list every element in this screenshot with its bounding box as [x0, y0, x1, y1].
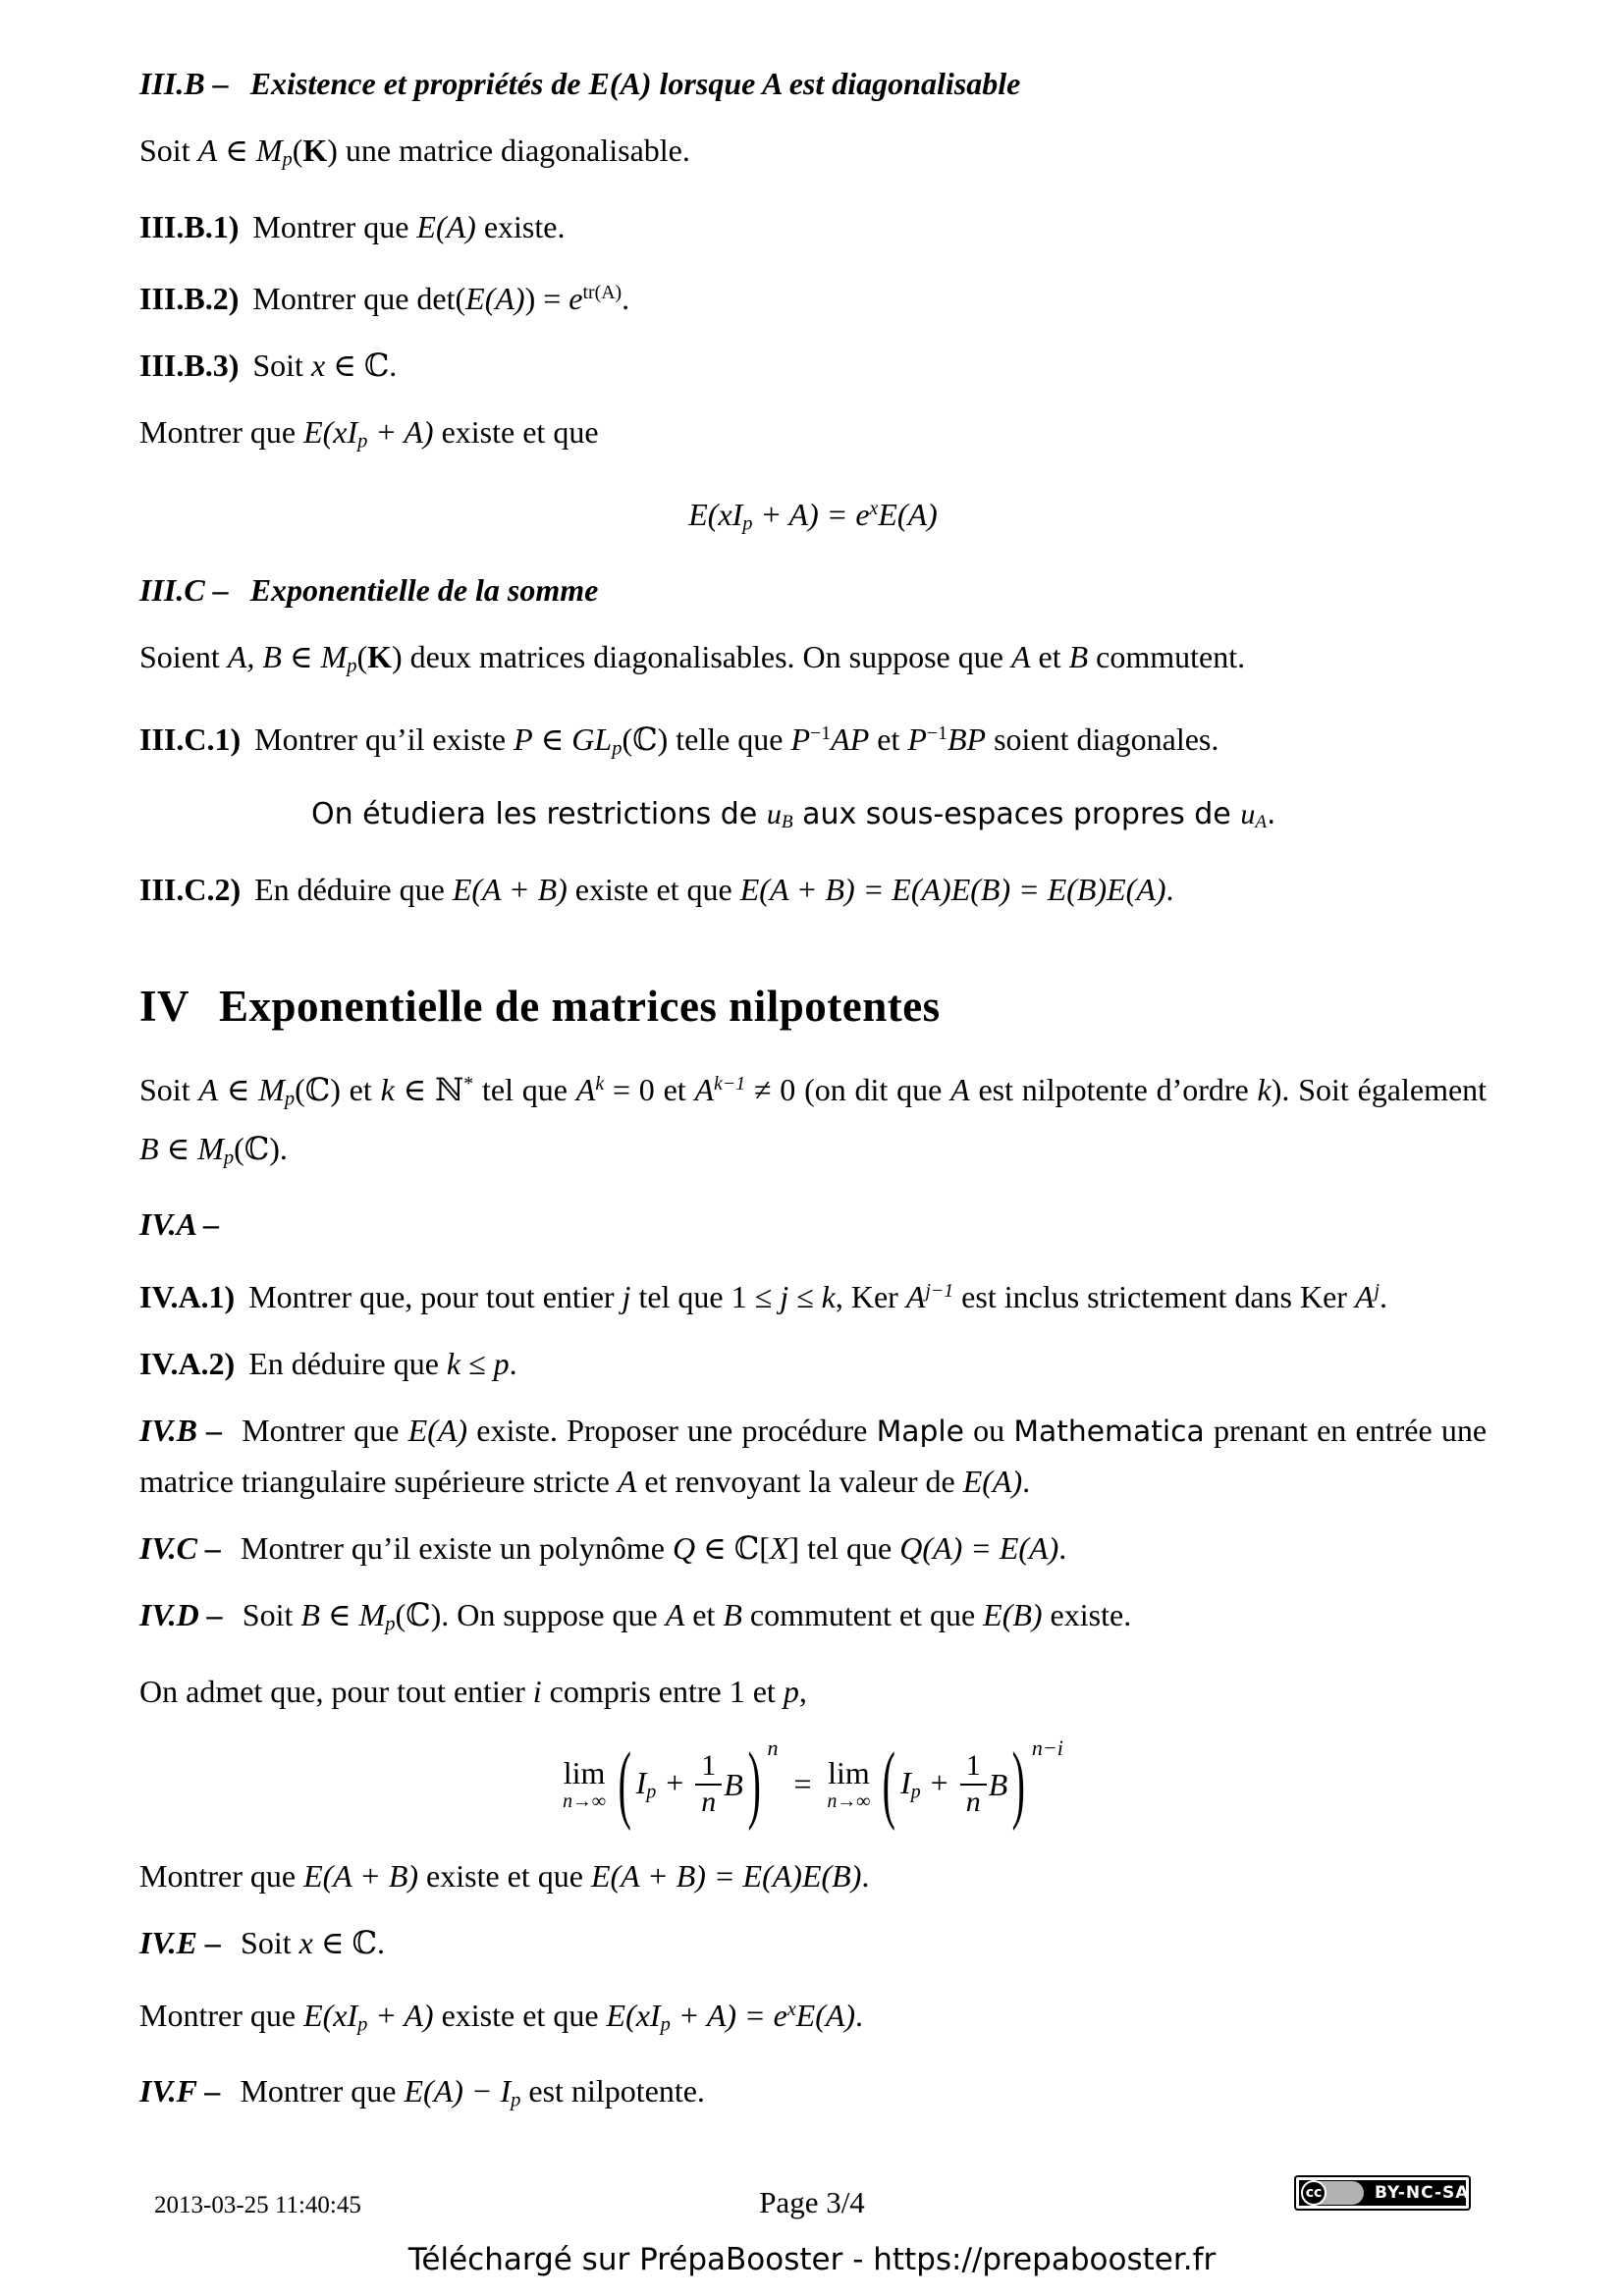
text-segment: P	[907, 721, 927, 757]
text-segment: x	[786, 1998, 796, 2020]
text-segment: u	[766, 798, 782, 831]
text-segment: E(A)	[465, 281, 525, 317]
text-segment: ≤	[788, 1279, 822, 1315]
text-segment: e	[773, 1997, 787, 2033]
text-segment: B	[139, 1130, 159, 1166]
text-segment: existe. Proposer une procédure	[467, 1413, 877, 1449]
close-paren-2-icon: )	[1011, 1735, 1026, 1834]
fraction	[695, 1749, 722, 1819]
text-segment: compris entre 1 et	[541, 1673, 784, 1709]
text-segment: k	[446, 1346, 461, 1382]
text-segment: commutent.	[1088, 639, 1246, 675]
text-segment: M	[258, 1072, 285, 1108]
paragraph-montrer-exip	[139, 407, 1487, 466]
text-segment: p	[357, 430, 368, 453]
text-segment: .	[1380, 1279, 1388, 1315]
question-iv-a-2-label: IV.A.2)	[139, 1346, 236, 1382]
text-segment: p	[347, 655, 357, 677]
text-segment: prenant en entrée une matrice triangulaire supérieure stricte	[139, 1413, 1488, 1500]
text-segment: Q	[672, 1530, 696, 1567]
question-iv-e-label: IV.E –	[139, 1924, 222, 1960]
text-segment: .	[855, 1997, 864, 2033]
heading-iii-c-label: III.C –	[139, 572, 229, 609]
text-segment: p	[612, 737, 623, 760]
matrix-b-symbol	[724, 1766, 743, 1802]
question-iii-b-2	[139, 269, 1487, 324]
text-segment: (ℂ).	[234, 1130, 288, 1166]
limit-operator	[563, 1754, 606, 1812]
text-segment: A	[1010, 639, 1031, 675]
text-segment: commutent et que	[741, 1597, 984, 1633]
text-segment: E(A + B) = E(A)E(B) = E(B)E(A)	[739, 872, 1166, 908]
matrix-expression-2	[900, 1764, 958, 1802]
question-iv-a-2	[139, 1339, 1487, 1388]
text-segment: aux sous-espaces propres de	[792, 797, 1241, 832]
fraction-2-numerator: 1	[965, 1749, 981, 1783]
text-segment: existe et que	[418, 1857, 591, 1894]
text-segment: k	[595, 1073, 605, 1095]
text-segment: .	[1022, 1464, 1031, 1500]
identity-subscript: p	[646, 1781, 657, 1802]
text-segment: ∈	[158, 1130, 198, 1166]
text-segment: (	[356, 639, 368, 675]
text-segment: (ℂ) telle que	[622, 721, 791, 757]
text-segment: E(A + B)	[303, 1857, 419, 1894]
text-segment: −1	[926, 721, 947, 744]
matrix-b-symbol-2	[988, 1766, 1008, 1802]
text-segment: x	[869, 497, 879, 519]
text-segment: et	[869, 721, 908, 757]
paragraph-soit-a	[139, 126, 1487, 185]
text-segment: ∈ ℕ	[394, 1072, 464, 1108]
fraction-2-denominator: n	[960, 1784, 987, 1820]
text-segment: Soit	[241, 1924, 299, 1960]
question-iv-a-1-label: IV.A.1)	[139, 1279, 236, 1315]
text-segment: Montrer que	[139, 1997, 304, 2033]
question-iv-f-text	[240, 2073, 704, 2109]
text-segment: j	[1374, 1280, 1380, 1303]
text-segment: et	[684, 1597, 724, 1633]
heading-iv-a	[139, 1200, 1487, 1249]
text-segment: M	[197, 1130, 224, 1166]
text-segment: B	[723, 1597, 742, 1633]
text-segment: ) deux matrices diagonalisables. On suppose que	[392, 639, 1011, 675]
text-segment: E(A + B)	[452, 872, 568, 908]
text-segment: existe et que	[433, 1997, 607, 2033]
text-segment: k	[1257, 1072, 1272, 1108]
text-segment: , Ker	[835, 1279, 906, 1315]
text-segment: Montrer que	[240, 2073, 405, 2109]
paragraph-iv-intro	[139, 1059, 1487, 1182]
text-segment: u	[1240, 798, 1256, 831]
text-segment: On admet que, pour tout entier	[139, 1673, 533, 1709]
text-segment: A, B	[227, 639, 282, 675]
text-segment: X	[769, 1530, 789, 1567]
text-segment: Soient	[139, 639, 228, 675]
question-iv-f	[139, 2066, 1487, 2125]
fraction-denominator: n	[695, 1784, 722, 1820]
text-segment: p	[385, 1613, 396, 1635]
text-segment: P	[514, 721, 533, 757]
text-segment: E(A)	[407, 1413, 468, 1449]
text-segment: Montrer qu’il existe	[254, 721, 514, 757]
text-segment: En déduire que	[248, 1346, 447, 1382]
text-segment: A	[1255, 812, 1268, 833]
indented-note	[311, 790, 1487, 847]
text-segment: E(A)	[878, 496, 938, 532]
heading-iii-b-title: Existence et propriétés de E(A) lorsque A est diagonalisable	[249, 66, 1021, 101]
text-segment: E(A + B) = E(A)E(B)	[590, 1857, 862, 1894]
cc-icon: cc	[1301, 2180, 1326, 2206]
text-segment: e	[568, 281, 583, 317]
text-segment: E(A)	[795, 1997, 856, 2033]
text-segment: A	[198, 1072, 218, 1108]
text-segment: existe et que	[433, 414, 599, 451]
text-segment: + A) =	[752, 496, 856, 532]
text-segment: −1	[810, 721, 832, 744]
question-iv-f-label: IV.F –	[139, 2073, 221, 2109]
text-segment: E(A)	[416, 208, 476, 244]
lim-subscript: n→∞	[563, 1789, 606, 1812]
cc-license-badge	[1294, 2175, 1471, 2211]
text-segment: M	[358, 1597, 386, 1633]
text-segment: soient diagonales.	[986, 721, 1219, 757]
document-content	[139, 59, 1487, 2143]
text-segment: Montrer que	[242, 1413, 408, 1449]
text-segment: Montrer que	[139, 414, 304, 451]
text-segment: Montrer que	[139, 1857, 304, 1894]
text-segment: A	[905, 1279, 926, 1315]
text-segment: M	[255, 133, 283, 168]
text-segment: .	[1165, 872, 1174, 908]
text-segment: Soit	[139, 133, 198, 168]
matrix-b-2: B	[988, 1766, 1008, 1802]
text-segment: .	[1058, 1530, 1067, 1567]
lim-subscript-2: n→∞	[827, 1789, 871, 1812]
lim-word-2: lim	[828, 1754, 870, 1790]
text-segment: Montrer que	[252, 208, 417, 244]
text-segment: .	[622, 281, 630, 317]
text-segment: existe.	[475, 208, 566, 244]
text-segment: Soit	[252, 347, 311, 384]
text-segment: E(B)	[983, 1597, 1043, 1633]
close-paren-icon: )	[747, 1735, 761, 1834]
text-segment: E(xI	[303, 1997, 358, 2033]
question-iv-c-label: IV.C –	[139, 1530, 222, 1567]
text-segment: ∈	[217, 1072, 259, 1108]
text-segment: p	[223, 1147, 235, 1169]
text-segment: + A)	[367, 1997, 434, 2033]
text-segment: A	[617, 1464, 637, 1500]
text-segment: On étudiera les restrictions de	[311, 797, 767, 832]
question-iii-b-2-label: III.B.2)	[139, 281, 240, 317]
plus-sign-2: +	[930, 1764, 948, 1800]
question-iii-c-2-text	[254, 872, 1173, 907]
text-segment: Maple	[876, 1415, 964, 1450]
question-iii-b-1	[139, 202, 1487, 251]
text-segment: A	[197, 133, 218, 168]
heading-iv-a-label: IV.A –	[139, 1206, 220, 1243]
text-segment: ). Soit également	[1271, 1072, 1488, 1108]
equals-sign: =	[793, 1766, 812, 1802]
text-segment: k	[821, 1279, 836, 1315]
identity-subscript-2: p	[910, 1781, 921, 1802]
heading-iv-title: Exponentielle de matrices nilpotentes	[219, 982, 941, 1032]
text-segment: tr(A)	[582, 282, 623, 304]
text-segment: E(A)	[962, 1464, 1023, 1500]
text-segment: B	[1068, 639, 1089, 675]
paragraph-soient-ab	[139, 632, 1487, 691]
paragraph-montrer-exip-2	[139, 1985, 1487, 2049]
text-segment: K	[367, 639, 392, 675]
heading-iii-c-title: Exponentielle de la somme	[249, 572, 599, 609]
text-segment: ,	[798, 1673, 807, 1709]
text-segment: p	[742, 512, 753, 535]
question-iv-e	[139, 1918, 1487, 1967]
heading-iii-b	[139, 59, 1487, 108]
text-segment: ∈	[217, 133, 256, 168]
question-iv-c-text	[241, 1530, 1066, 1566]
text-segment: Montrer que det(	[252, 281, 466, 317]
text-segment: ≤	[460, 1346, 494, 1382]
text-segment: (	[292, 133, 303, 168]
question-iv-a-1-text	[248, 1279, 1387, 1314]
fraction-2	[960, 1749, 987, 1819]
question-iii-b-3-text	[252, 347, 397, 383]
question-iv-b-text	[139, 1413, 1487, 1499]
question-iv-a-2-text	[248, 1346, 516, 1381]
text-segment: (ℂ) et	[295, 1072, 381, 1108]
text-segment: existe.	[1042, 1597, 1132, 1633]
question-iv-d-label: IV.D –	[139, 1597, 223, 1633]
text-segment: E(xI	[303, 414, 358, 451]
display-equation-limit	[139, 1734, 1487, 1836]
text-segment: k−1	[714, 1073, 746, 1095]
question-iii-b-3-label: III.B.3)	[139, 347, 240, 384]
text-segment: = 0 et	[604, 1072, 695, 1108]
question-iii-c-2-label: III.C.2)	[139, 872, 242, 908]
text-segment: p	[493, 1346, 510, 1382]
text-segment: ) une matrice diagonalisable.	[327, 133, 690, 168]
paragraph-montrer-eab	[139, 1851, 1487, 1900]
text-segment: E(xI	[688, 496, 743, 532]
question-iv-b	[139, 1406, 1487, 1506]
text-segment: + A)	[367, 414, 434, 451]
limit-operator-2	[827, 1754, 871, 1812]
exponent-n-minus-i: n−i	[1031, 1735, 1063, 1760]
text-segment: ] tel que	[788, 1530, 900, 1567]
text-segment: tel que 1 ≤	[630, 1279, 781, 1315]
text-segment: M	[320, 639, 348, 675]
text-segment: p	[357, 2013, 368, 2036]
text-segment: e	[855, 496, 870, 532]
text-segment: ∈ ℂ.	[312, 1924, 385, 1960]
page-number: Page 3/4	[759, 2185, 865, 2219]
fraction-numerator: 1	[701, 1749, 717, 1783]
open-paren-icon: (	[618, 1735, 631, 1834]
heading-iii-c	[139, 565, 1487, 614]
heading-iii-b-label: III.B –	[139, 66, 229, 101]
question-iv-c	[139, 1523, 1487, 1573]
plus-sign: +	[666, 1764, 684, 1800]
question-iii-b-1-label: III.B.1)	[139, 208, 240, 244]
text-segment: A	[950, 1072, 970, 1108]
text-segment: .	[861, 1857, 870, 1894]
text-segment: Mathematica	[1013, 1415, 1205, 1450]
text-segment: p	[783, 1673, 799, 1709]
cc-icon-pill	[1303, 2181, 1364, 2205]
heading-iv-label: IV	[139, 982, 190, 1032]
text-segment: j−1	[925, 1280, 954, 1303]
text-segment: ou	[963, 1413, 1014, 1449]
footer-timestamp: 2013-03-25 11:40:45	[154, 2192, 361, 2218]
matrix-b: B	[724, 1766, 743, 1802]
text-segment: A	[694, 1072, 715, 1108]
question-iv-d-text	[242, 1597, 1132, 1635]
text-segment: .	[509, 1346, 517, 1382]
text-segment: p	[660, 2013, 671, 2036]
text-segment: est nilpotente d’ordre	[969, 1072, 1258, 1108]
cc-license-label: BY-NC-SA	[1375, 2183, 1470, 2203]
question-iii-c-2	[139, 865, 1487, 914]
identity-symbol-2: I	[900, 1764, 911, 1800]
text-segment: x	[298, 1924, 313, 1960]
text-segment: ∈ ℂ[	[695, 1530, 770, 1567]
open-paren-2-icon: (	[883, 1735, 896, 1834]
text-segment: A	[665, 1597, 685, 1633]
text-segment: x	[310, 347, 326, 384]
question-iii-b-1-text	[252, 209, 565, 244]
text-segment: (ℂ). On suppose que	[395, 1597, 666, 1633]
text-segment: K	[302, 133, 328, 168]
text-segment: p	[511, 2089, 521, 2111]
matrix-expression	[635, 1764, 694, 1802]
text-segment: ) =	[524, 281, 569, 317]
text-segment: *	[463, 1073, 474, 1095]
text-segment: j	[622, 1279, 631, 1315]
paragraph-on-admet	[139, 1667, 1487, 1716]
text-segment: B	[781, 812, 793, 833]
text-segment: i	[532, 1673, 542, 1709]
text-segment: et renvoyant la valeur de	[636, 1464, 963, 1500]
text-segment: E(xI	[606, 1997, 661, 2033]
question-iii-c-1	[139, 709, 1487, 773]
text-segment: Soit	[242, 1597, 301, 1633]
text-segment: Q(A) = E(A)	[899, 1530, 1059, 1567]
question-iv-e-text	[241, 1925, 385, 1960]
text-segment: ≠ 0 (on dit que	[745, 1072, 951, 1108]
text-segment: Soit	[139, 1072, 199, 1108]
text-segment: Montrer que, pour tout entier	[248, 1279, 623, 1315]
question-iv-a-1	[139, 1266, 1487, 1321]
text-segment: + A) =	[670, 1997, 774, 2033]
text-segment: tel que	[473, 1072, 576, 1108]
text-segment: A	[575, 1072, 596, 1108]
text-segment: P	[790, 721, 811, 757]
question-iv-d	[139, 1590, 1487, 1649]
download-banner: Téléchargé sur PrépaBooster - https://prepabooster.fr	[407, 2242, 1217, 2277]
text-segment: est inclus strictement dans Ker	[953, 1279, 1355, 1315]
text-segment: ∈	[281, 639, 321, 675]
identity-symbol: I	[635, 1764, 647, 1800]
text-segment: AP	[831, 721, 870, 757]
lim-word: lim	[563, 1754, 606, 1790]
text-segment: GL	[571, 721, 613, 757]
display-equation-exponential	[139, 484, 1487, 548]
text-segment: existe et que	[567, 872, 740, 908]
exponent-n: n	[767, 1735, 779, 1760]
text-segment: k	[380, 1072, 395, 1108]
question-iii-b-3	[139, 341, 1487, 390]
heading-iv	[139, 977, 1487, 1036]
text-segment: A	[1354, 1279, 1375, 1315]
text-segment: B	[300, 1597, 320, 1633]
question-iii-c-1-text	[254, 721, 1219, 760]
text-segment: E(A) − I	[404, 2073, 512, 2109]
question-iii-c-1-label: III.C.1)	[139, 721, 242, 757]
text-segment: En déduire que	[254, 872, 453, 908]
text-segment: ∈	[319, 1597, 359, 1633]
text-segment: et	[1030, 639, 1069, 675]
text-segment: est nilpotente.	[520, 2073, 705, 2109]
text-segment: p	[282, 148, 293, 171]
text-segment: j	[780, 1279, 789, 1315]
question-iii-b-2-text	[252, 281, 629, 316]
text-segment: ∈	[532, 721, 572, 757]
text-segment: ∈ ℂ.	[325, 347, 398, 384]
text-segment: Montrer qu’il existe un polynôme	[241, 1530, 673, 1567]
text-segment: .	[1267, 797, 1276, 832]
question-iv-b-label: IV.B –	[139, 1413, 223, 1449]
text-segment: BP	[947, 721, 987, 757]
text-segment: p	[284, 1088, 296, 1110]
